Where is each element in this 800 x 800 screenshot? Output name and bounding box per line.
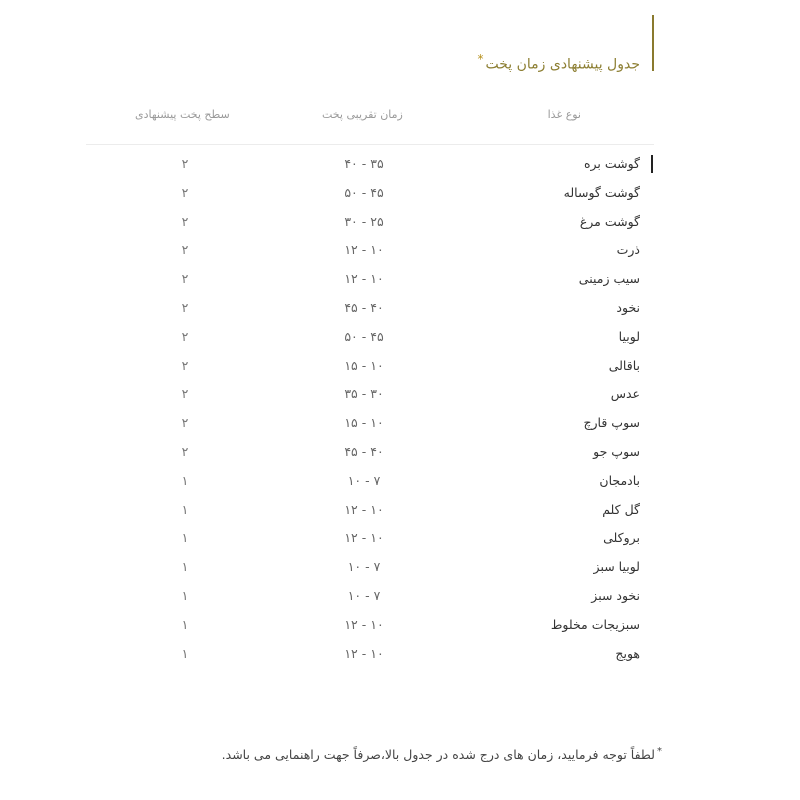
time-cell: ۴۵ - ۵۰	[344, 184, 384, 200]
table-row	[0, 156, 800, 185]
level-cell: ۲	[181, 357, 189, 373]
level-cell: ۲	[181, 386, 189, 402]
table-row	[0, 473, 800, 502]
table-row	[0, 242, 800, 271]
level-cell: ۲	[181, 443, 189, 459]
food-cell: عدس	[610, 386, 640, 402]
time-cell: ۷ - ۱۰	[347, 587, 381, 603]
footnote	[222, 746, 662, 762]
title-accent-bar	[652, 15, 654, 71]
food-cell: باقالی	[608, 357, 640, 373]
header-cooking-level: سطح پخت پیشنهادی	[135, 108, 230, 121]
level-cell: ۲	[181, 184, 189, 200]
level-cell: ۲	[181, 299, 189, 315]
food-cell: سیب زمینی	[578, 271, 640, 287]
table-row	[0, 329, 800, 358]
level-cell: ۲	[181, 328, 189, 344]
food-cell: هویج	[615, 645, 640, 661]
level-cell: ۲	[181, 242, 189, 258]
table-body	[0, 156, 800, 674]
time-cell: ۴۵ - ۵۰	[344, 328, 384, 344]
header-cooking-time: زمان تقریبی پخت	[322, 108, 403, 121]
table-row	[0, 444, 800, 473]
table-row	[0, 300, 800, 329]
food-cell: سوپ قارچ	[583, 415, 640, 431]
level-cell: ۱	[181, 559, 189, 575]
table-row	[0, 502, 800, 531]
level-cell: ۱	[181, 501, 189, 517]
level-cell: ۲	[181, 415, 189, 431]
time-cell: ۲۵ - ۳۰	[344, 213, 384, 229]
food-cell: لوبیا	[618, 328, 640, 344]
level-cell: ۱	[181, 645, 189, 661]
table-row	[0, 214, 800, 243]
food-cell: گوشت گوساله	[563, 184, 640, 200]
level-cell: ۱	[181, 587, 189, 603]
footnote-asterisk: *	[657, 746, 662, 757]
time-cell: ۱۰ - ۱۵	[344, 415, 384, 431]
time-cell: ۳۵ - ۴۰	[344, 156, 384, 171]
table-row	[0, 271, 800, 300]
time-cell: ۱۰ - ۱۲	[344, 616, 384, 632]
table-header	[0, 108, 800, 128]
level-cell: ۱	[181, 530, 189, 546]
table-row	[0, 588, 800, 617]
time-cell: ۷ - ۱۰	[347, 559, 381, 575]
page-title	[477, 52, 640, 73]
header-divider	[86, 144, 654, 145]
food-cell: گوشت مرغ	[579, 213, 640, 229]
time-cell: ۱۰ - ۱۲	[344, 645, 384, 661]
level-cell: ۲	[181, 271, 189, 287]
time-cell: ۳۰ - ۳۵	[344, 386, 384, 402]
time-cell: ۷ - ۱۰	[347, 472, 381, 488]
food-cell: نخود	[616, 299, 640, 315]
table-row	[0, 386, 800, 415]
level-cell: ۱	[181, 472, 189, 488]
table-row	[0, 559, 800, 588]
table-row	[0, 646, 800, 675]
food-cell: لوبیا سبز	[593, 559, 640, 575]
time-cell: ۱۰ - ۱۲	[344, 242, 384, 258]
table-row	[0, 617, 800, 646]
time-cell: ۱۰ - ۱۵	[344, 357, 384, 373]
food-cell: بروکلی	[603, 530, 640, 546]
time-cell: ۱۰ - ۱۲	[344, 271, 384, 287]
food-cell: گوشت بره	[583, 156, 640, 171]
title-asterisk: *	[477, 52, 484, 66]
level-cell: ۲	[181, 213, 189, 229]
time-cell: ۱۰ - ۱۲	[344, 530, 384, 546]
food-cell: نخود سبز	[591, 587, 640, 603]
title-text: جدول پیشنهادی زمان پخت	[485, 56, 640, 73]
food-cell: سوپ جو	[593, 443, 640, 459]
table-row	[0, 185, 800, 214]
food-cell: گل کلم	[602, 501, 640, 517]
table-row	[0, 530, 800, 559]
food-cell: ذرت	[616, 242, 640, 258]
footnote-text: لطفاً توجه فرمایید، زمان های درج شده در جدول بالا،صرفاً جهت راهنمایی می باشد.	[221, 747, 655, 763]
table-row	[0, 358, 800, 387]
level-cell: ۱	[181, 616, 189, 632]
food-cell: بادمجان	[599, 472, 640, 488]
header-food-type: نوع غذا	[547, 108, 581, 121]
time-cell: ۱۰ - ۱۲	[344, 501, 384, 517]
time-cell: ۴۰ - ۴۵	[344, 299, 384, 315]
food-cell: سبزیجات مخلوط	[550, 616, 640, 632]
level-cell: ۲	[181, 156, 189, 171]
table-row	[0, 415, 800, 444]
time-cell: ۴۰ - ۴۵	[344, 443, 384, 459]
